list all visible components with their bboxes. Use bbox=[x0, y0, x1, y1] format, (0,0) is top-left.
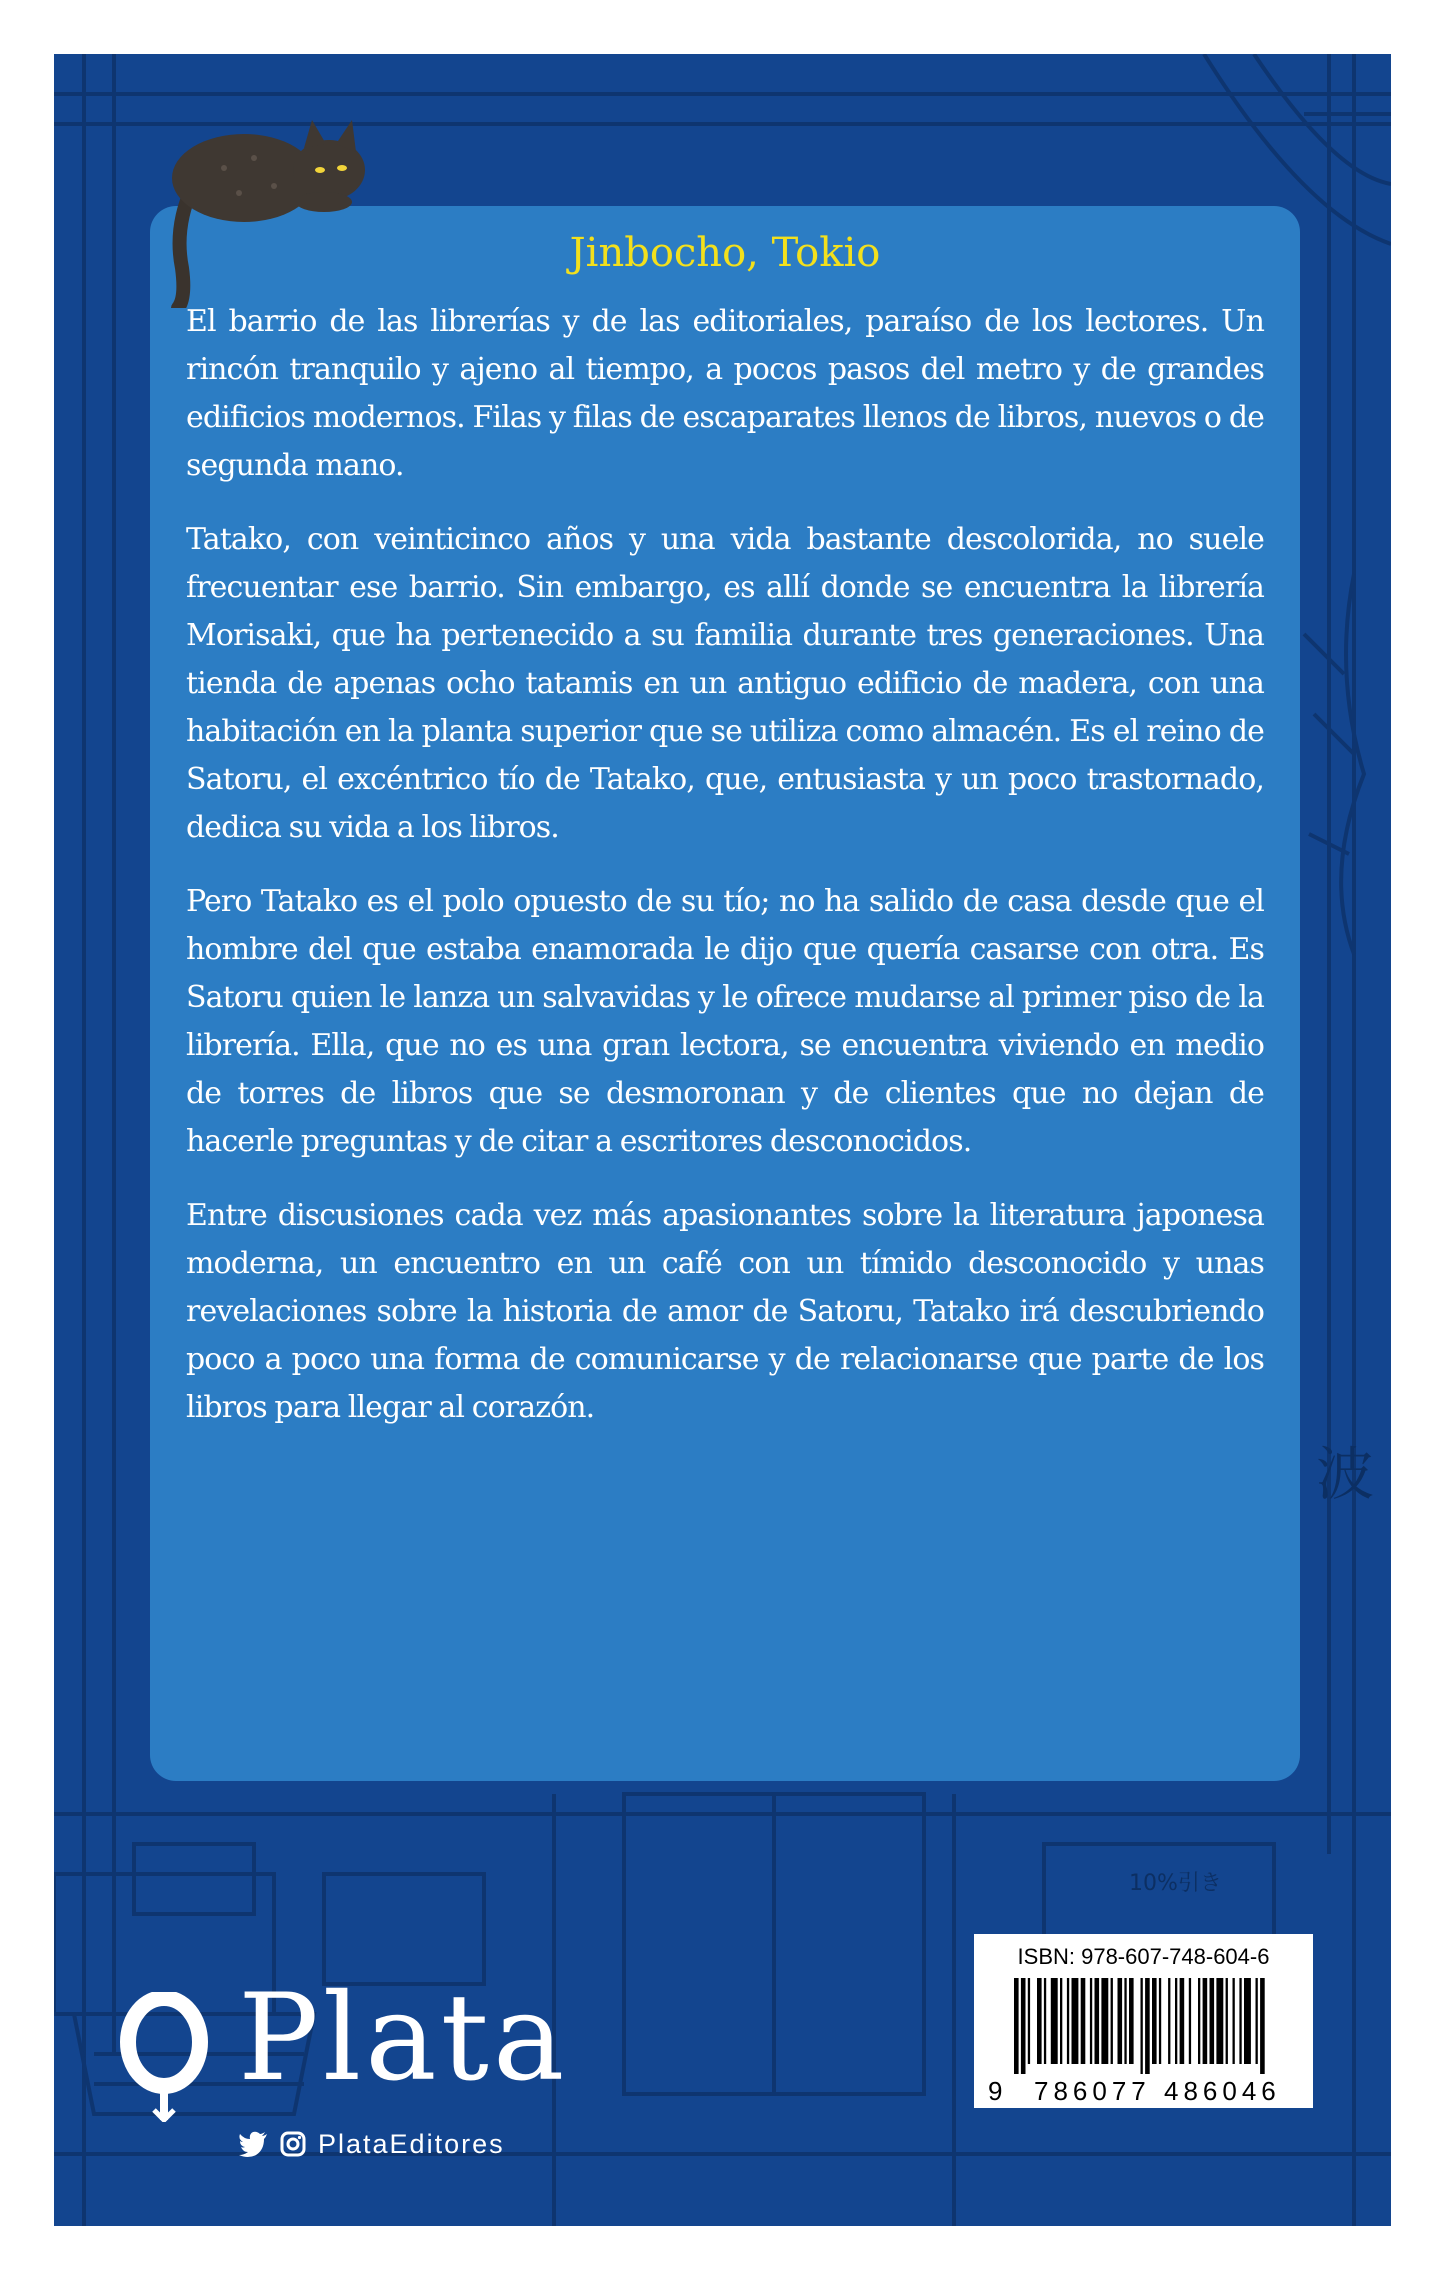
barcode-bar bbox=[1152, 1978, 1157, 2064]
barcode-bar bbox=[1233, 1978, 1235, 2064]
barcode bbox=[974, 1978, 1313, 2106]
barcode-digits-left: 786077 bbox=[1034, 2076, 1151, 2106]
back-cover bbox=[54, 54, 1391, 2226]
barcode-bar bbox=[1095, 1978, 1100, 2064]
barcode-bar bbox=[1175, 1978, 1177, 2064]
publisher-logo bbox=[114, 1969, 634, 2184]
barcode-bar bbox=[1145, 1978, 1150, 2074]
barcode-bar bbox=[1090, 1978, 1092, 2064]
barcode-bar bbox=[1203, 1978, 1208, 2064]
barcode-bar bbox=[1189, 1978, 1191, 2064]
isbn-label: ISBN: 978-607-748-604-6 bbox=[1017, 1944, 1270, 1969]
barcode-bar bbox=[1101, 1978, 1108, 2064]
barcode-bar bbox=[1014, 1978, 1019, 2074]
barcode-bar bbox=[1244, 1978, 1251, 2064]
synopsis-paragraph-4: Entre discusiones cada vez más apasionantes sobre la literatura japonesa moderna, un encuentro en un café con un tímido desconocido y unas revelaciones sobre la historia de amor de Satoru, Tatako irá descubriendo poco a poco una forma de comunicarse y de relacionarse que parte de los libros para llegar al corazón. bbox=[186, 1198, 1264, 1425]
isbn-barcode-box bbox=[974, 1934, 1313, 2108]
barcode-bar bbox=[1216, 1978, 1223, 2064]
barcode-bar bbox=[1129, 1978, 1134, 2064]
shop-sign-glyph: 波 bbox=[1316, 1440, 1375, 1508]
barcode-bar bbox=[1180, 1978, 1185, 2064]
barcode-bar bbox=[1256, 1978, 1258, 2064]
cat-illustration bbox=[154, 98, 384, 308]
barcode-bar bbox=[1111, 1978, 1113, 2064]
barcode-bar bbox=[1198, 1978, 1200, 2064]
barcode-bar bbox=[1072, 1978, 1079, 2064]
barcode-bar bbox=[1081, 1978, 1086, 2064]
barcode-bar bbox=[1239, 1978, 1241, 2064]
synopsis-paragraph-2: Tatako, con veinticinco años y una vida bastante descolorida, no suele frecuentar ese barrio. Sin embargo, es allí donde se encuentra la librería Morisaki, que ha pertenecido a su familia durante tres generaciones. Una tienda de apenas ocho tatamis en un antiguo edificio de madera, con una habitación en la planta superior que se utiliza como almacén. Es el reino de Satoru, el excéntrico tío de Tatako, que, entusiasta y un poco trastornado, dedica su vida a los libros. bbox=[186, 522, 1264, 845]
barcode-bar bbox=[1210, 1978, 1215, 2064]
barcode-bar bbox=[1051, 1978, 1058, 2064]
publisher-name: Plata bbox=[238, 1969, 569, 2108]
barcode-bar bbox=[1118, 1978, 1123, 2064]
barcode-digits-right: 486046 bbox=[1164, 2076, 1281, 2106]
barcode-bar bbox=[1168, 1978, 1170, 2064]
synopsis-title: Jinbocho, Tokio bbox=[569, 230, 881, 276]
barcode-bar bbox=[1060, 1978, 1062, 2064]
barcode-bar bbox=[1044, 1978, 1046, 2064]
barcode-bar bbox=[1021, 1978, 1026, 2074]
barcode-bar bbox=[1067, 1978, 1069, 2064]
barcode-bar bbox=[1159, 1978, 1161, 2064]
barcode-bar bbox=[1141, 1978, 1143, 2074]
instagram-icon bbox=[280, 2131, 306, 2157]
barcode-bar bbox=[1028, 1978, 1030, 2064]
synopsis-panel bbox=[150, 206, 1300, 1781]
synopsis-paragraph-1: El barrio de las librerías y de las editoriales, paraíso de los lectores. Un rincón tranquilo y ajeno al tiempo, a pocos pasos del metro y de grandes edificios modernos. Filas y filas de escaparates llenos de libros, nuevos o de segunda mano. bbox=[186, 304, 1264, 483]
synopsis-paragraph-3: Pero Tatako es el polo opuesto de su tío; no ha salido de casa desde que el hombre del que estaba enamorada le dijo que quería casarse con otra. Es Satoru quien le lanza un salvavidas y le ofrece mudarse al primer piso de la librería. Ella, que no es una gran lectora, se encuentra viviendo en medio de torres de libros que se desmoronan y de clientes que no dejan de hacerle preguntas y de citar a escritores desconocidos. bbox=[186, 884, 1264, 1159]
publisher-social bbox=[238, 2124, 505, 2164]
twitter-icon bbox=[238, 2131, 268, 2157]
barcode-bar bbox=[1124, 1978, 1126, 2064]
plata-drop-icon bbox=[114, 1992, 214, 2122]
barcode-digit-first: 9 bbox=[988, 2076, 1003, 2106]
publisher-handle: PlataEditores bbox=[318, 2128, 505, 2159]
barcode-bar bbox=[1260, 1978, 1265, 2074]
price-tag-text: 10%引き bbox=[1129, 1871, 1222, 1896]
barcode-bar bbox=[1037, 1978, 1042, 2064]
barcode-bar bbox=[1226, 1978, 1228, 2064]
